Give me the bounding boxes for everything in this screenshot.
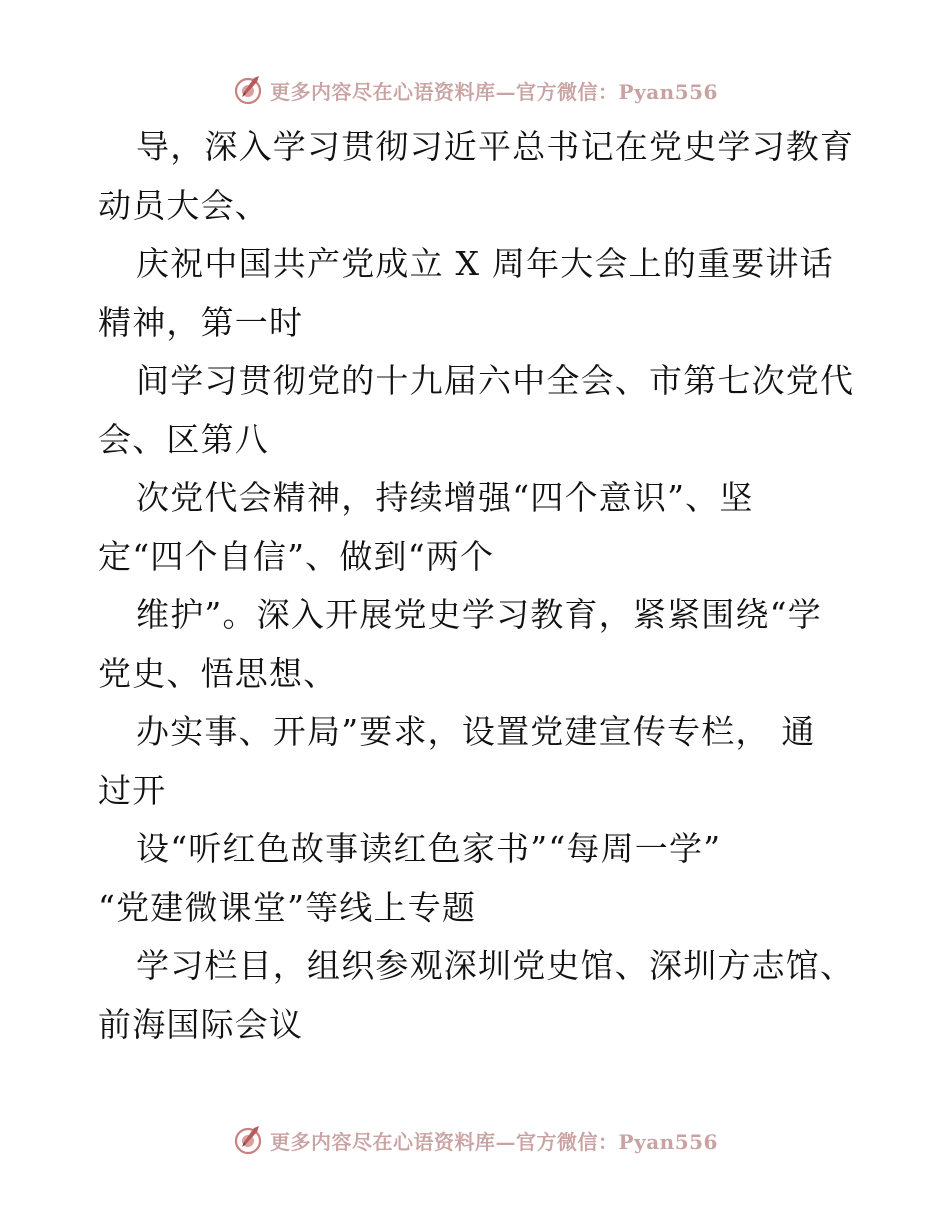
paragraph-line: 会、区第八 (98, 419, 269, 459)
paragraph-line: 动员大会、 (98, 185, 269, 225)
paragraph-line: 间学习贯彻党的十九届六中全会、市第七次党代 (136, 361, 855, 400)
paragraph-line: 维护”。深入开展党史学习教育，紧紧围绕“学 (136, 595, 822, 634)
paragraph-line: 庆祝中国共产党成立 X 周年大会上的重要讲话 (136, 244, 834, 283)
paragraph-line: 党史、悟思想、 (98, 653, 338, 693)
paragraph-line: 设“听红色故事读红色家书”“每周一学” (136, 829, 722, 868)
paragraph-line: 办实事、开局”要求，设置党建宣传专栏， 通 (136, 712, 816, 751)
paragraph-line: 导，深入学习贯彻习近平总书记在党史学习教育 (136, 127, 855, 166)
document-body (98, 118, 858, 1054)
quill-seal-icon (232, 74, 264, 106)
header-banner-text: 更多内容尽在心语资料库—官方微信：Pyan556 (270, 79, 718, 104)
paragraph-line: “党建微课堂”等线上专题 (98, 887, 477, 927)
paragraph-line: 前海国际会议 (98, 1004, 304, 1044)
paragraph-line: 定“四个自信”、做到“两个 (98, 536, 495, 576)
paragraph-line: 过开 (98, 770, 167, 810)
paragraph-line: 学习栏目，组织参观深圳党史馆、深圳方志馆、 (136, 946, 855, 985)
footer-banner (0, 1120, 950, 1160)
paragraph-line: 次党代会精神，持续增强“四个意识”、坚 (136, 478, 754, 517)
header-banner (0, 70, 950, 110)
quill-seal-icon (232, 1124, 264, 1156)
paragraph-line: 精神，第一时 (98, 302, 304, 342)
footer-banner-text: 更多内容尽在心语资料库—官方微信：Pyan556 (270, 1129, 718, 1154)
